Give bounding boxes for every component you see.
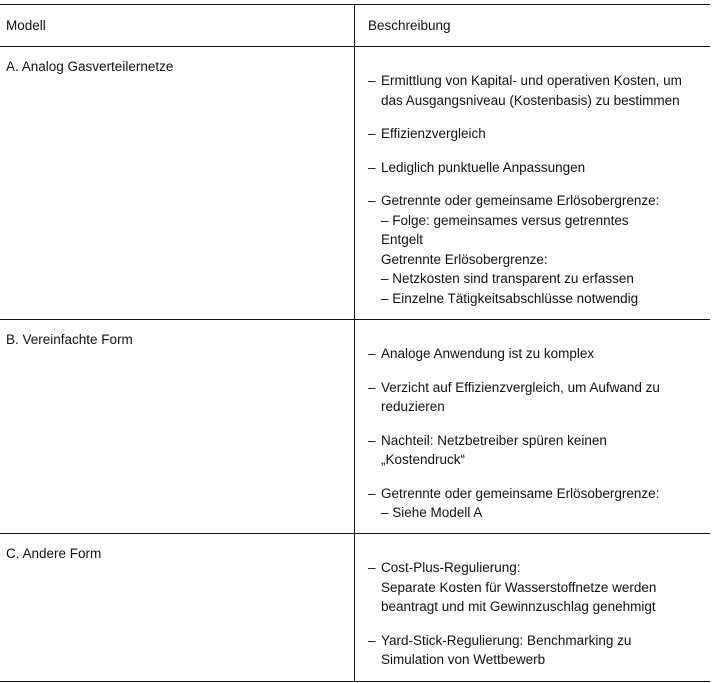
list-item-text	[381, 631, 710, 670]
text-line: Ermittlung von Kapital- und operativen Kosten, um	[381, 73, 682, 88]
table-header-row	[0, 5, 710, 47]
list-item-text	[381, 158, 710, 178]
model-comparison-table	[0, 4, 710, 682]
text-line: Entgelt	[381, 232, 424, 247]
list-item	[368, 484, 710, 523]
text-line: Effizienzvergleich	[381, 126, 486, 141]
list-dash-marker: –	[368, 346, 376, 361]
text-line: das Ausgangsniveau (Kostenbasis) zu bestimmen	[381, 92, 680, 108]
list-item-text	[381, 344, 710, 364]
list-item	[368, 344, 710, 364]
description-list	[368, 558, 710, 670]
text-line: – Einzelne Tätigkeitsabschlüsse notwendig	[381, 290, 639, 306]
list-item	[368, 631, 710, 670]
text-line: Separate Kosten für Wasserstoffnetze werden	[381, 579, 657, 595]
list-item-text	[381, 191, 710, 308]
table-row	[0, 534, 710, 682]
text-line: beantragt und mit Gewinnzuschlag genehmigt	[381, 599, 656, 614]
text-line: Getrennte oder gemeinsame Erlösobergrenze:	[381, 193, 660, 208]
list-item	[368, 71, 710, 110]
list-item	[368, 158, 710, 178]
text-line: Cost-Plus-Regulierung:	[381, 560, 521, 575]
list-item	[368, 378, 710, 417]
header-model: Modell	[0, 5, 355, 46]
list-dash-marker: –	[368, 193, 376, 208]
text-line: Verzicht auf Effizienzvergleich, um Aufwand zu	[381, 379, 660, 395]
list-item-text	[381, 484, 710, 523]
list-dash-marker: –	[368, 432, 376, 448]
description-list	[368, 344, 710, 523]
list-item	[368, 431, 710, 470]
model-name: C. Andere Form	[0, 534, 355, 681]
text-line: Lediglich punktuelle Anpassungen	[381, 159, 586, 175]
text-line: Simulation von Wettbewerb	[381, 652, 546, 667]
list-item-text	[381, 378, 710, 417]
table-row	[0, 47, 710, 320]
text-line: reduzieren	[381, 399, 445, 414]
list-dash-marker: –	[368, 632, 376, 648]
text-line: – Netzkosten sind transparent zu erfassen	[381, 271, 634, 286]
list-dash-marker: –	[368, 560, 376, 575]
list-item	[368, 124, 710, 144]
description-list	[368, 71, 710, 308]
text-line: Nachteil: Netzbetreiber spüren keinen	[381, 432, 607, 448]
list-item-text	[381, 124, 710, 144]
header-description: Beschreibung	[368, 18, 451, 33]
list-item-text	[381, 558, 710, 617]
text-line: Yard-Stick-Regulierung: Benchmarking zu	[381, 632, 632, 648]
text-line: – Siehe Modell A	[381, 505, 483, 520]
list-item	[368, 191, 710, 308]
model-name: A. Analog Gasverteilernetze	[0, 47, 355, 319]
list-dash-marker: –	[368, 159, 376, 175]
table-body	[0, 47, 710, 682]
model-name: B. Vereinfachte Form	[0, 320, 355, 533]
model-description	[355, 47, 710, 319]
text-line: Analoge Anwendung ist zu komplex	[381, 346, 595, 361]
text-line: – Folge: gemeinsames versus getrenntes	[381, 212, 629, 228]
list-item-text	[381, 431, 710, 470]
model-description	[355, 534, 710, 681]
list-dash-marker: –	[368, 73, 376, 88]
list-item	[368, 558, 710, 617]
list-dash-marker: –	[368, 485, 376, 501]
model-description	[355, 320, 710, 533]
list-item-text	[381, 71, 710, 110]
table-row	[0, 320, 710, 534]
text-line: Getrennte oder gemeinsame Erlösobergrenze:	[381, 485, 660, 501]
list-dash-marker: –	[368, 379, 376, 395]
text-line: Getrennte Erlösobergrenze:	[381, 251, 548, 267]
list-dash-marker: –	[368, 126, 376, 141]
text-line: „Kostendruck“	[381, 452, 466, 467]
